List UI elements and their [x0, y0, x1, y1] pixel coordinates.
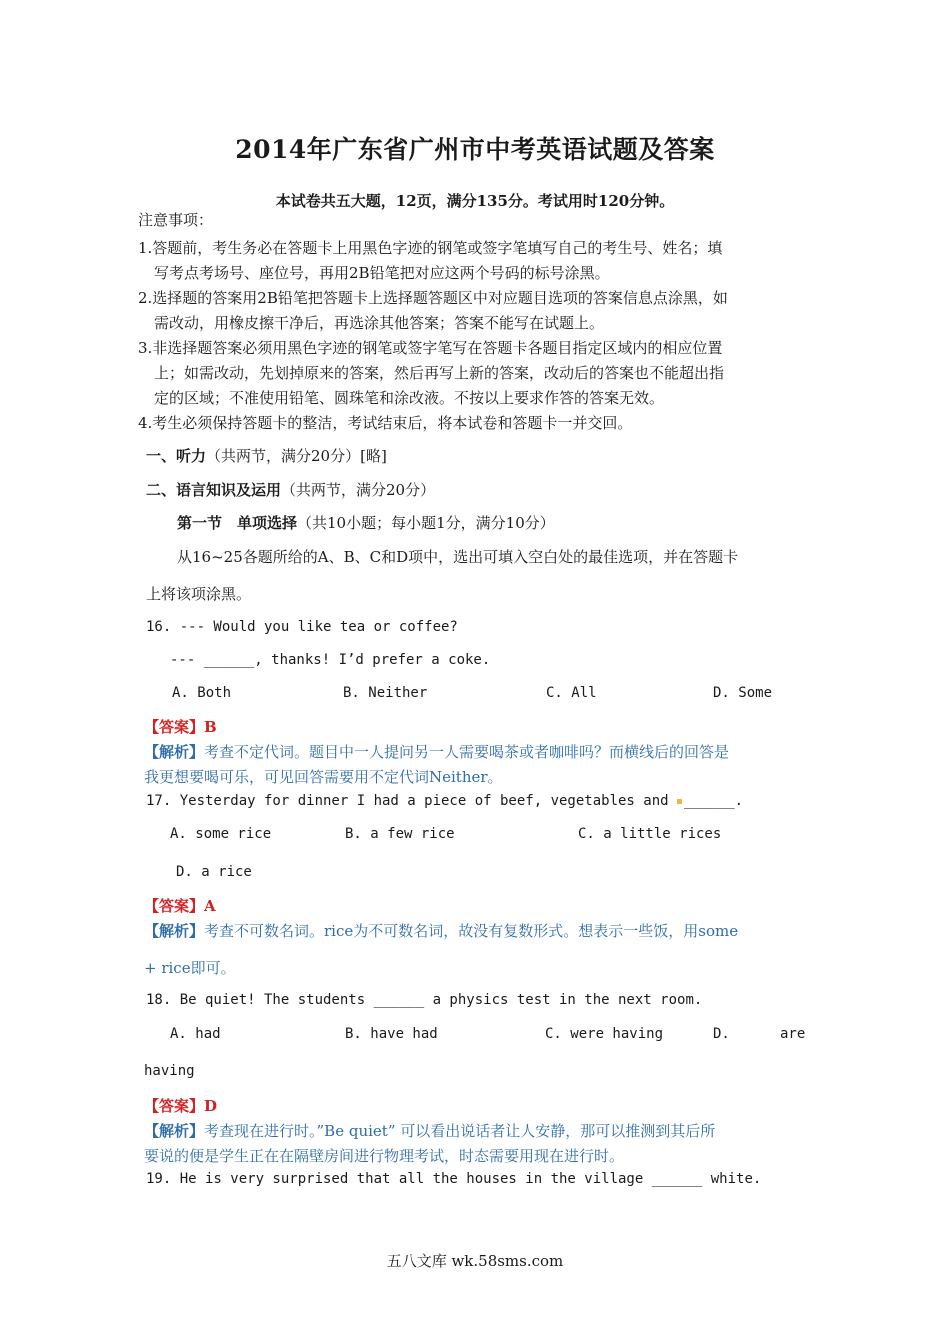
- q18-analysis-line-2: 要说的便是学生正在在隔壁房间进行物理考试，时态需要用现在进行时。: [144, 1147, 625, 1165]
- q17-analysis-text: 考查不可数名词。rice为不可数名词，故没有复数形式。想表示一些饭，用some: [204, 922, 739, 940]
- q18-option-d-label: D.: [713, 1026, 730, 1042]
- q17-stem-text: 17. Yesterday for dinner I had a piece of beef, vegetables and: [146, 793, 678, 809]
- notes-heading: 注意事项：: [138, 211, 214, 229]
- part-2-detail: （共两节，满分20分）: [281, 481, 436, 499]
- section-1-heading: [177, 511, 555, 536]
- q18-stem: 18. Be quiet! The students ______ a physics test in the next room.: [146, 992, 703, 1008]
- note-1-line-2: 写考点考场号、座位号，再用2B铅笔把对应这两个号码的标号涂黑。: [154, 264, 610, 282]
- part-1-heading: [146, 444, 387, 469]
- q18-option-c: C. were having: [545, 1026, 664, 1042]
- q18-option-a: A. had: [170, 1026, 221, 1042]
- q17-blank: ______.: [684, 793, 744, 809]
- q18-option-b: B. have had: [345, 1026, 438, 1042]
- q16-option-b: B. Neither: [343, 685, 428, 701]
- q17-option-d: D. a rice: [176, 864, 252, 880]
- note-3-line-1: 3.非选择题答案必须用黑色字迹的钢笔或签字笔写在答题卡各题目指定区域内的相应位置: [138, 339, 723, 357]
- instructions-line-2: 上将该项涂黑。: [146, 585, 252, 603]
- q18-answer: 【答案】D: [144, 1097, 218, 1115]
- q18-option-d-word-1: are: [780, 1026, 806, 1042]
- q18-analysis-label: 【解析】: [144, 1122, 205, 1140]
- q19-stem: 19. He is very surprised that all the houses in the village ______ white.: [146, 1171, 762, 1187]
- q17-analysis-line-1: [144, 920, 738, 941]
- page-title: 2014年广东省广州市中考英语试题及答案: [235, 135, 715, 164]
- q16-analysis-line-2: 我更想要喝可乐，可见回答需要用不定代词Neither。: [144, 768, 503, 786]
- highlight-mark-icon: [677, 799, 682, 804]
- q17-answer: 【答案】A: [144, 897, 216, 915]
- section-1-detail: （共10小题；每小题1分，满分10分）: [297, 514, 555, 532]
- note-1-line-1: 1.答题前，考生务必在答题卡上用黑色字迹的钢笔或签字笔填写自己的考生号、姓名；填: [138, 239, 723, 257]
- note-3-line-2: 上；如需改动，先划掉原来的答案，然后再写上新的答案，改动后的答案也不能超出指: [154, 364, 725, 382]
- q17-option-a: A. some rice: [170, 826, 272, 842]
- footer-watermark: 五八文库 wk.58sms.com: [386, 1252, 564, 1270]
- q16-option-c: C. All: [546, 685, 597, 701]
- q16-analysis-text: 考查不定代词。题目中一人提问另一人需要喝茶或者咖啡吗？而横线后的回答是: [204, 743, 730, 761]
- q16-option-d: D. Some: [713, 685, 773, 701]
- q16-stem: 16. --- Would you like tea or coffee?: [146, 619, 458, 635]
- part-2-heading: [146, 478, 435, 503]
- q18-analysis-text: 考查现在进行时。”Be quiet” 可以看出说话者让人安静，那可以推测到其后所: [204, 1122, 716, 1140]
- q18-analysis-line-1: [144, 1120, 715, 1141]
- q17-analysis-line-2: + rice即可。: [144, 959, 236, 977]
- q17-option-c: C. a little rices: [578, 826, 722, 842]
- q16-reply: --- ______, thanks! I’d prefer a coke.: [170, 652, 491, 668]
- q16-option-a: A. Both: [172, 685, 232, 701]
- q17-stem: [146, 793, 743, 809]
- q16-analysis-label: 【解析】: [144, 743, 205, 761]
- note-4: 4.考生必须保持答题卡的整洁，考试结束后，将本试卷和答题卡一并交回。: [138, 414, 633, 432]
- instructions-line-1: 从16~25各题所给的A、B、C和D项中，选出可填入空白处的最佳选项，并在答题卡: [177, 548, 739, 566]
- q17-option-b: B. a few rice: [345, 826, 455, 842]
- section-1-title: 第一节 单项选择: [177, 514, 298, 532]
- part-1-title: 一、听力: [146, 447, 207, 465]
- q16-answer: 【答案】B: [144, 718, 217, 736]
- note-2-line-1: 2.选择题的答案用2B铅笔把答题卡上选择题答题区中对应题目选项的答案信息点涂黑，如: [138, 289, 728, 307]
- note-2-line-2: 需改动，用橡皮擦干净后，再选涂其他答案；答案不能写在试题上。: [154, 314, 605, 332]
- part-2-title: 二、语言知识及运用: [146, 481, 282, 499]
- exam-info: 本试卷共五大题，12页，满分135分。考试用时120分钟。: [275, 192, 675, 210]
- q18-option-d-word-2: having: [144, 1063, 195, 1079]
- note-3-line-3: 定的区域；不准使用铅笔、圆珠笔和涂改液。不按以上要求作答的答案无效。: [154, 389, 665, 407]
- q16-analysis-line-1: [144, 741, 729, 762]
- q17-analysis-label: 【解析】: [144, 922, 205, 940]
- part-1-detail: （共两节，满分20分）[略]: [206, 447, 387, 465]
